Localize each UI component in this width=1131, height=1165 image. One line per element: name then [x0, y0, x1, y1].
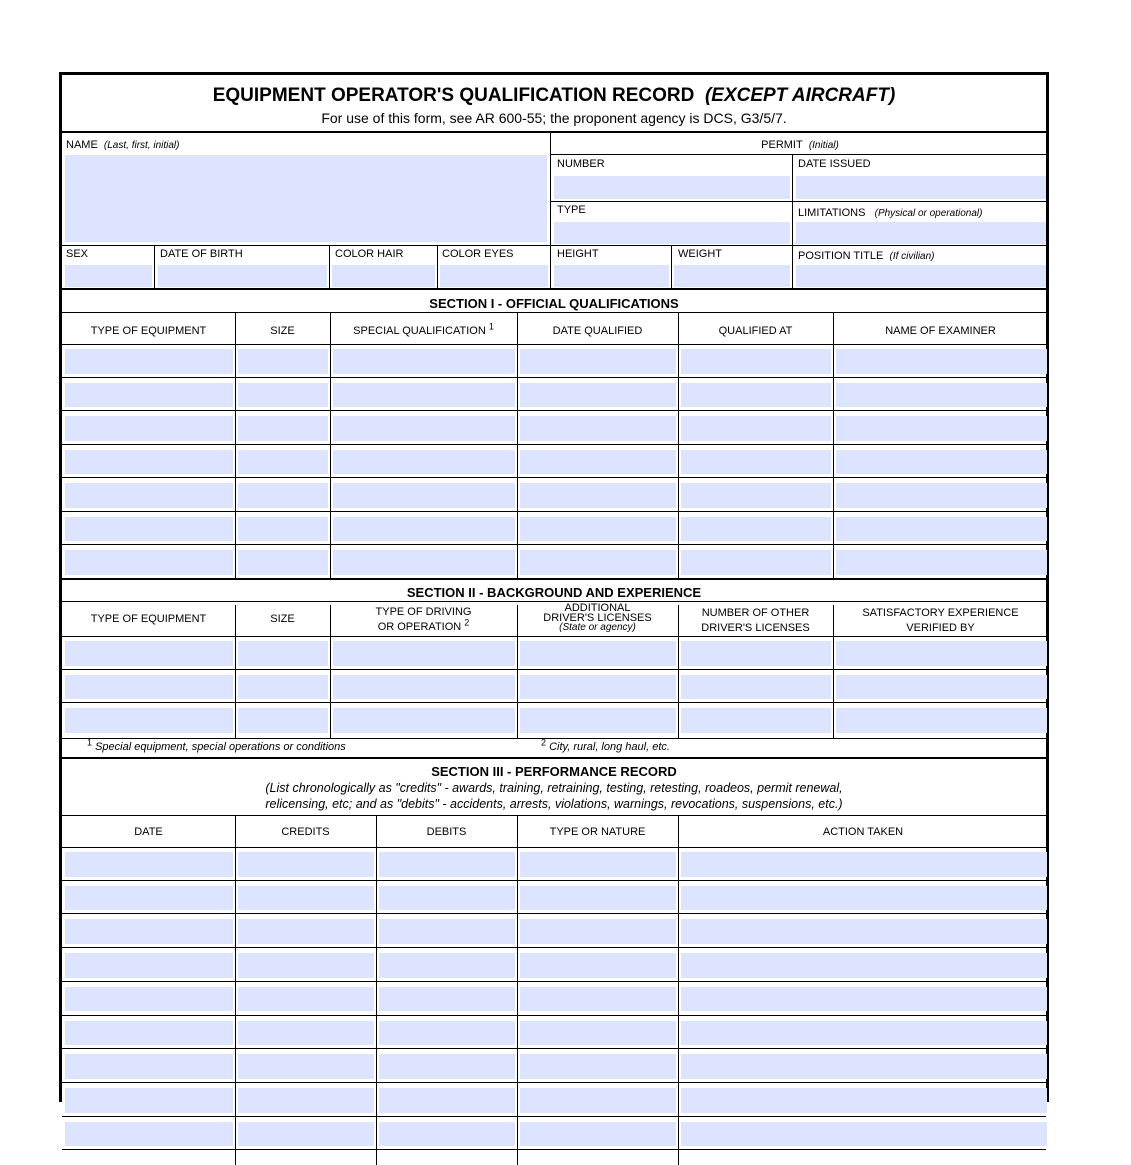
- s2-type-cell[interactable]: [65, 708, 233, 733]
- date-issued-field[interactable]: [796, 176, 1046, 199]
- s1-col-examiner: NAME OF EXAMINER: [885, 325, 996, 337]
- s2-additional-cell[interactable]: [520, 708, 676, 733]
- eyes-field[interactable]: [440, 265, 548, 287]
- permit-number-label: NUMBER: [557, 158, 605, 170]
- s1-examiner-cell[interactable]: [836, 550, 1047, 575]
- height-label: HEIGHT: [557, 248, 599, 260]
- s1-type-cell[interactable]: [65, 550, 233, 575]
- s3-action-cell[interactable]: [681, 1054, 1047, 1079]
- section3-note: (List chronologically as "credits" - awards, training, retraining, testing, retesting, roadeos, permit renewal, relicensing, etc; and as "debits" - accidents, arrests, violations, warnings, revocations, suspensions, etc.): [265, 781, 843, 811]
- s3-credits-cell[interactable]: [238, 1021, 374, 1046]
- row-divider: [62, 377, 1046, 378]
- s2-driving-cell[interactable]: [333, 675, 515, 700]
- row-divider: [62, 1149, 1046, 1150]
- s1-size-cell[interactable]: [238, 349, 328, 374]
- permit-type-field[interactable]: [554, 222, 790, 244]
- s3-debits-cell[interactable]: [379, 919, 515, 944]
- s3-date-cell[interactable]: [65, 1054, 233, 1079]
- s1-examiner-cell[interactable]: [836, 450, 1047, 475]
- s3-action-cell[interactable]: [681, 1088, 1047, 1113]
- row-divider: [62, 1116, 1046, 1117]
- row-divider: [62, 1082, 1046, 1083]
- row-divider: [62, 947, 1046, 948]
- s1-special-cell[interactable]: [333, 383, 515, 408]
- name-field[interactable]: [65, 155, 547, 242]
- s1-size-cell[interactable]: [238, 483, 328, 508]
- s1-type-cell[interactable]: [65, 483, 233, 508]
- limitations-field[interactable]: [796, 222, 1046, 244]
- dob-field[interactable]: [158, 265, 327, 287]
- height-field[interactable]: [554, 265, 669, 287]
- s1-type-cell[interactable]: [65, 349, 233, 374]
- s3-col-action: ACTION TAKEN: [822, 826, 904, 838]
- s3-debits-cell[interactable]: [379, 987, 515, 1012]
- s3-date-cell[interactable]: [65, 886, 233, 911]
- s1-col-qualified-at: QUALIFIED AT: [718, 325, 793, 337]
- s1-size-cell[interactable]: [238, 383, 328, 408]
- weight-label: WEIGHT: [678, 248, 722, 260]
- section1-title: SECTION I - OFFICIAL QUALIFICATIONS: [429, 296, 679, 311]
- s2-driving-cell[interactable]: [333, 708, 515, 733]
- section2-title: SECTION II - BACKGROUND AND EXPERIENCE: [406, 585, 702, 600]
- s3-debits-cell[interactable]: [379, 1021, 515, 1046]
- s2-col-additional: ADDITIONAL DRIVER'S LICENSES (State or agency): [543, 602, 652, 633]
- s3-debits-cell[interactable]: [379, 953, 515, 978]
- s3-type-cell[interactable]: [520, 852, 676, 877]
- s3-credits-cell[interactable]: [238, 919, 374, 944]
- s3-type-cell[interactable]: [520, 886, 676, 911]
- s3-credits-cell[interactable]: [238, 953, 374, 978]
- s3-date-cell[interactable]: [65, 953, 233, 978]
- s2-col-driving: TYPE OF DRIVING OR OPERATION $^2$: [375, 606, 472, 633]
- s1-date-cell[interactable]: [520, 383, 676, 408]
- s1-col-date: DATE QUALIFIED: [552, 325, 643, 337]
- s3-col-credits: CREDITS: [281, 826, 330, 838]
- dob-label: DATE OF BIRTH: [160, 248, 243, 260]
- s3-date-cell[interactable]: [65, 1088, 233, 1113]
- s1-col-size: SIZE: [270, 325, 295, 337]
- row-divider: [62, 410, 1046, 411]
- hair-field[interactable]: [332, 265, 435, 287]
- s3-action-cell[interactable]: [681, 987, 1047, 1012]
- permit-type-label: TYPE: [557, 204, 586, 216]
- s3-type-cell[interactable]: [520, 1054, 676, 1079]
- s2-driving-cell[interactable]: [333, 641, 515, 666]
- s1-special-cell[interactable]: [333, 483, 515, 508]
- s1-date-cell[interactable]: [520, 550, 676, 575]
- s1-special-cell[interactable]: [333, 349, 515, 374]
- s3-type-cell[interactable]: [520, 1122, 676, 1147]
- s3-credits-cell[interactable]: [238, 987, 374, 1012]
- row-divider: [62, 669, 1046, 670]
- s2-size-cell[interactable]: [238, 675, 328, 700]
- position-label: POSITION TITLE (If civilian): [798, 250, 935, 262]
- s1-type-cell[interactable]: [65, 517, 233, 542]
- s1-size-cell[interactable]: [238, 517, 328, 542]
- row-divider: [62, 702, 1046, 703]
- s2-col-number: NUMBER OF OTHER DRIVER'S LICENSES: [701, 607, 810, 634]
- s1-examiner-cell[interactable]: [836, 483, 1047, 508]
- s3-debits-cell[interactable]: [379, 852, 515, 877]
- s3-date-cell[interactable]: [65, 852, 233, 877]
- s2-type-cell[interactable]: [65, 675, 233, 700]
- form-title: [62, 85, 1046, 107]
- row-divider: [62, 444, 1046, 445]
- row-divider: [62, 477, 1046, 478]
- s3-col-type: TYPE OR NATURE: [549, 826, 646, 838]
- s1-size-cell[interactable]: [238, 550, 328, 575]
- s2-satisfactory-cell[interactable]: [836, 675, 1047, 700]
- s1-special-cell[interactable]: [333, 550, 515, 575]
- form-title-main: EQUIPMENT OPERATOR'S QUALIFICATION RECORD: [212, 85, 695, 106]
- s3-credits-cell[interactable]: [238, 852, 374, 877]
- row-divider: [62, 880, 1046, 881]
- s1-examiner-cell[interactable]: [836, 383, 1047, 408]
- s2-col-satisfactory: SATISFACTORY EXPERIENCE VERIFIED BY: [862, 607, 1019, 634]
- footnote-1: $^1$ Special equipment, special operations or conditions: [87, 737, 346, 753]
- s2-satisfactory-cell[interactable]: [836, 641, 1047, 666]
- s1-size-cell[interactable]: [238, 450, 328, 475]
- s1-date-cell[interactable]: [520, 416, 676, 441]
- s3-type-cell[interactable]: [520, 1088, 676, 1113]
- s1-date-cell[interactable]: [520, 349, 676, 374]
- s2-col-type: TYPE OF EQUIPMENT: [90, 613, 207, 625]
- s1-special-cell[interactable]: [333, 517, 515, 542]
- s3-date-cell[interactable]: [65, 1122, 233, 1147]
- s1-qualified-at-cell[interactable]: [681, 483, 831, 508]
- s2-additional-cell[interactable]: [520, 675, 676, 700]
- s1-qualified-at-cell[interactable]: [681, 416, 831, 441]
- s2-number-cell[interactable]: [681, 708, 831, 733]
- s3-credits-cell[interactable]: [238, 1088, 374, 1113]
- limitations-label: LIMITATIONS (Physical or operational): [798, 207, 983, 219]
- row-divider: [62, 913, 1046, 914]
- row-divider: [62, 1015, 1046, 1016]
- s3-type-cell[interactable]: [520, 953, 676, 978]
- s1-qualified-at-cell[interactable]: [681, 517, 831, 542]
- s1-qualified-at-cell[interactable]: [681, 383, 831, 408]
- s1-date-cell[interactable]: [520, 450, 676, 475]
- s3-debits-cell[interactable]: [379, 1054, 515, 1079]
- s1-type-cell[interactable]: [65, 450, 233, 475]
- s3-date-cell[interactable]: [65, 1021, 233, 1046]
- row-divider: [62, 511, 1046, 512]
- sex-field[interactable]: [65, 265, 152, 287]
- s3-col-debits: DEBITS: [426, 826, 467, 838]
- form-title-except: (EXCEPT AIRCRAFT): [704, 85, 896, 106]
- s1-special-cell[interactable]: [333, 416, 515, 441]
- s1-qualified-at-cell[interactable]: [681, 450, 831, 475]
- permit-number-field[interactable]: [554, 176, 790, 199]
- s3-action-cell[interactable]: [681, 852, 1047, 877]
- s3-col-date: DATE: [134, 826, 163, 838]
- s2-number-cell[interactable]: [681, 675, 831, 700]
- s1-type-cell[interactable]: [65, 416, 233, 441]
- s3-type-cell[interactable]: [520, 919, 676, 944]
- s3-debits-cell[interactable]: [379, 1088, 515, 1113]
- s3-date-cell[interactable]: [65, 919, 233, 944]
- weight-field[interactable]: [674, 265, 790, 287]
- s2-size-cell[interactable]: [238, 708, 328, 733]
- s2-type-cell[interactable]: [65, 641, 233, 666]
- s1-size-cell[interactable]: [238, 416, 328, 441]
- row-divider: [62, 544, 1046, 545]
- s3-action-cell[interactable]: [681, 1021, 1047, 1046]
- s3-credits-cell[interactable]: [238, 1122, 374, 1147]
- s2-number-cell[interactable]: [681, 641, 831, 666]
- hair-label: COLOR HAIR: [335, 248, 404, 260]
- section3-title: SECTION III - PERFORMANCE RECORD: [431, 764, 677, 779]
- s3-date-cell[interactable]: [65, 987, 233, 1012]
- s3-action-cell[interactable]: [681, 886, 1047, 911]
- s1-date-cell[interactable]: [520, 483, 676, 508]
- permit-label: PERMIT (Initial): [761, 139, 839, 151]
- s3-type-cell[interactable]: [520, 987, 676, 1012]
- s1-qualified-at-cell[interactable]: [681, 349, 831, 374]
- row-divider: [62, 981, 1046, 982]
- s2-satisfactory-cell[interactable]: [836, 708, 1047, 733]
- s3-debits-cell[interactable]: [379, 886, 515, 911]
- s1-col-special: SPECIAL QUALIFICATION $^1$: [353, 321, 494, 337]
- sex-label: SEX: [66, 248, 89, 260]
- s3-action-cell[interactable]: [681, 919, 1047, 944]
- s1-date-cell[interactable]: [520, 517, 676, 542]
- s1-examiner-cell[interactable]: [836, 517, 1047, 542]
- row-divider: [62, 1048, 1046, 1049]
- footnote-2: $^2$ City, rural, long haul, etc.: [541, 737, 670, 753]
- form-subtitle: For use of this form, see AR 600-55; the proponent agency is DCS, G3/5/7.: [321, 110, 787, 126]
- s3-debits-cell[interactable]: [379, 1122, 515, 1147]
- s3-action-cell[interactable]: [681, 953, 1047, 978]
- s1-qualified-at-cell[interactable]: [681, 550, 831, 575]
- s3-type-cell[interactable]: [520, 1021, 676, 1046]
- eyes-label: COLOR EYES: [442, 248, 514, 260]
- s2-additional-cell[interactable]: [520, 641, 676, 666]
- s3-credits-cell[interactable]: [238, 886, 374, 911]
- name-label: NAME (Last, first, initial): [66, 139, 180, 151]
- qualification-record-form: [59, 72, 1049, 1102]
- s1-col-type: TYPE OF EQUIPMENT: [90, 325, 207, 337]
- s1-type-cell[interactable]: [65, 383, 233, 408]
- s1-examiner-cell[interactable]: [836, 416, 1047, 441]
- s1-special-cell[interactable]: [333, 450, 515, 475]
- s2-size-cell[interactable]: [238, 641, 328, 666]
- s2-col-size: SIZE: [270, 613, 295, 625]
- date-issued-label: DATE ISSUED: [798, 158, 871, 170]
- position-field[interactable]: [796, 265, 1046, 287]
- s1-examiner-cell[interactable]: [836, 349, 1047, 374]
- s3-credits-cell[interactable]: [238, 1054, 374, 1079]
- s3-action-cell[interactable]: [681, 1122, 1047, 1147]
